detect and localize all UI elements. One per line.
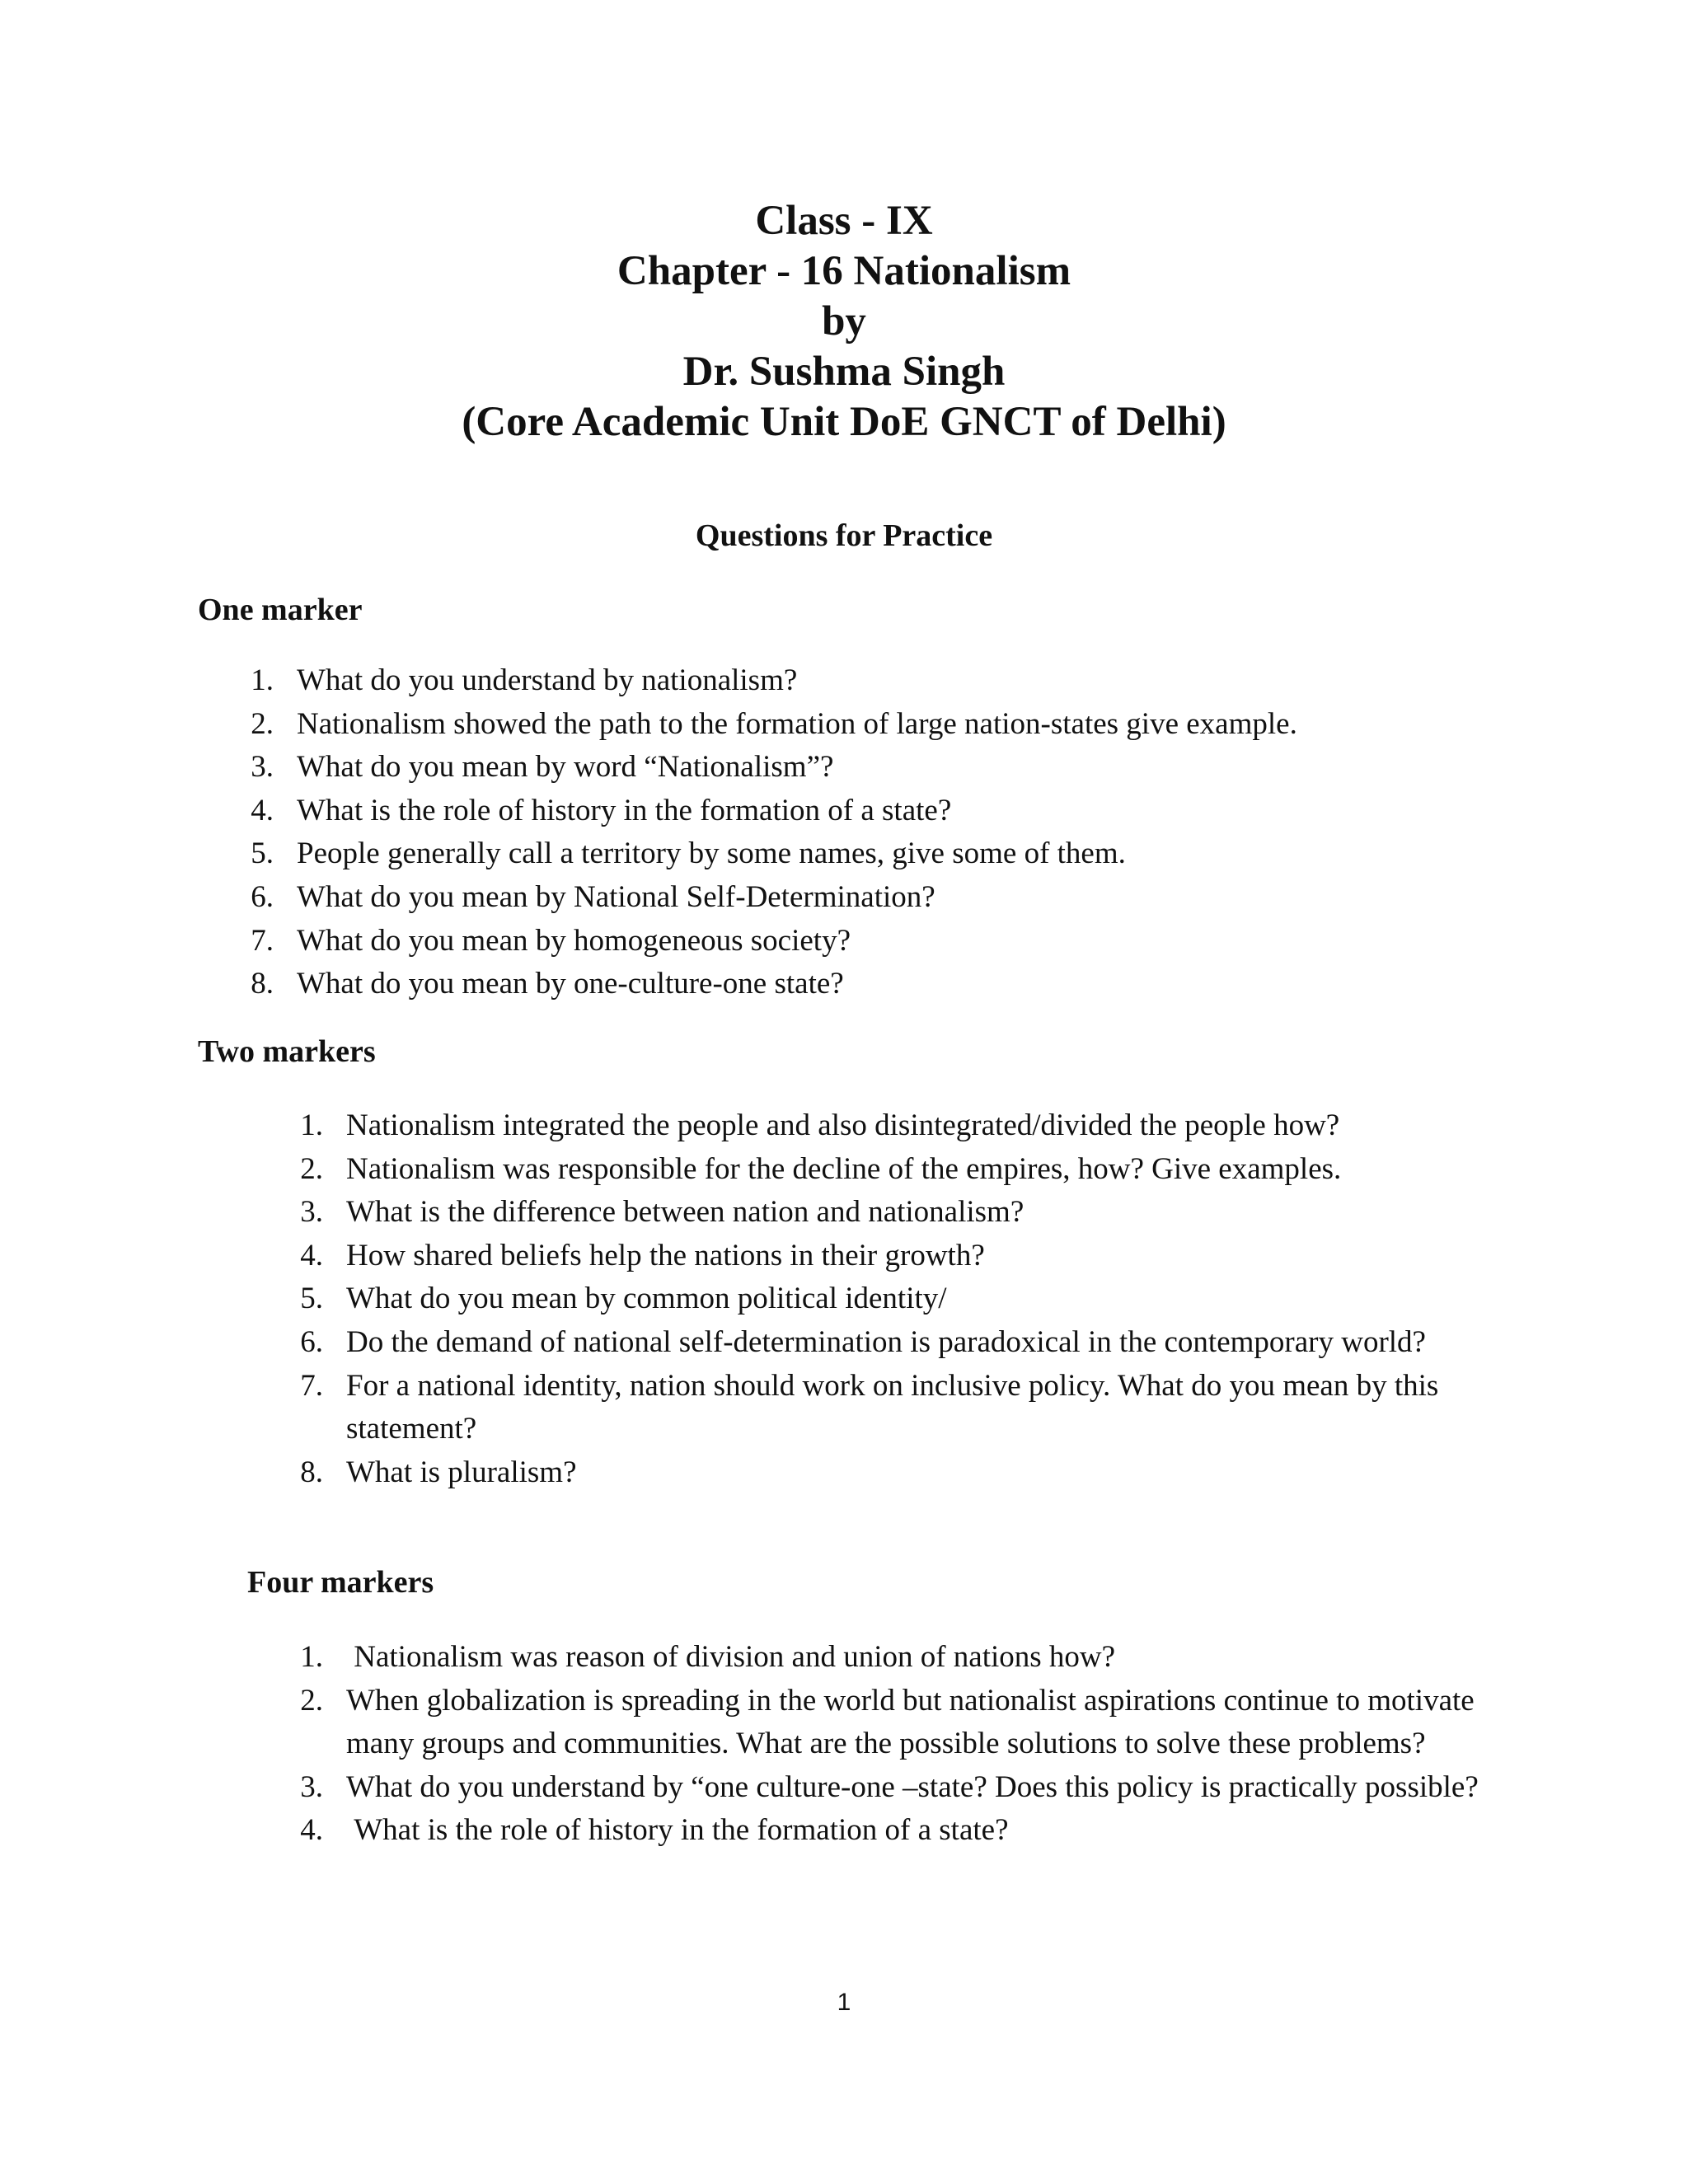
item-number: 4. <box>251 793 274 827</box>
list-item <box>239 920 1475 963</box>
item-number: 4. <box>300 1238 323 1272</box>
title-chapter: Chapter - 16 Nationalism <box>617 248 1071 294</box>
item-number: 5. <box>251 837 274 871</box>
title-class: Class - IX <box>755 198 933 244</box>
item-number: 2. <box>300 1151 323 1186</box>
page-number: 1 <box>837 1989 851 2016</box>
title-author: Dr. Sushma Singh <box>682 349 1006 395</box>
list-item <box>288 1766 1484 1810</box>
subtitle: Questions for Practice <box>695 518 993 553</box>
section-heading-four-markers: Four markers <box>247 1565 434 1600</box>
item-text: What do you mean by one-culture-one state? <box>297 967 844 1001</box>
question-list-two-markers <box>288 1104 1484 1494</box>
list-item <box>239 703 1475 747</box>
list-item <box>288 1809 1484 1853</box>
item-number: 1. <box>251 663 274 697</box>
item-text: What do you mean by National Self-Determination? <box>297 879 935 914</box>
item-number: 7. <box>251 923 274 958</box>
question-list-four-markers <box>288 1636 1484 1853</box>
list-item <box>288 1321 1484 1365</box>
list-item <box>288 1680 1484 1766</box>
list-item <box>288 1277 1484 1321</box>
list-item <box>288 1451 1484 1495</box>
list-item <box>288 1191 1484 1235</box>
item-number: 5. <box>300 1282 323 1316</box>
item-number: 3. <box>300 1195 323 1230</box>
item-number: 3. <box>300 1769 323 1804</box>
item-number: 6. <box>251 879 274 914</box>
list-item <box>288 1235 1484 1278</box>
item-text: What do you mean by common political identity/ <box>346 1282 947 1316</box>
item-number: 8. <box>251 967 274 1001</box>
list-item <box>288 1148 1484 1192</box>
item-number: 1. <box>300 1108 323 1142</box>
item-text: Nationalism was reason of division and union of nations how? <box>346 1640 1116 1674</box>
item-text: Nationalism was responsible for the decline of the empires, how? Give examples. <box>346 1151 1342 1186</box>
section-heading-one-marker: One marker <box>198 593 363 627</box>
item-text: What do you mean by homogeneous society? <box>297 923 851 958</box>
item-number: 8. <box>300 1455 323 1489</box>
document-title <box>0 196 1688 448</box>
item-text: What is pluralism? <box>346 1455 577 1489</box>
item-number: 6. <box>300 1324 323 1359</box>
item-number: 3. <box>251 750 274 785</box>
item-text: People generally call a territory by some names, give some of them. <box>297 837 1126 871</box>
item-text: For a national identity, nation should work on inclusive policy. What do you mean by this statement? <box>346 1368 1439 1446</box>
title-affiliation: (Core Academic Unit DoE GNCT of Delhi) <box>462 399 1226 445</box>
item-text: What do you understand by nationalism? <box>297 663 798 697</box>
item-text: What is the role of history in the formation of a state? <box>297 793 952 827</box>
item-number: 4. <box>300 1813 323 1848</box>
item-text: What do you mean by word “Nationalism”? <box>297 750 834 785</box>
list-item <box>288 1365 1484 1451</box>
item-number: 1. <box>300 1640 323 1674</box>
item-number: 2. <box>251 706 274 741</box>
list-item <box>239 790 1475 833</box>
item-text: Nationalism showed the path to the formation of large nation-states give example. <box>297 706 1297 741</box>
list-item <box>288 1104 1484 1148</box>
item-number: 2. <box>300 1683 323 1718</box>
list-item <box>239 832 1475 876</box>
item-text: Nationalism integrated the people and also disintegrated/divided the people how? <box>346 1108 1340 1142</box>
list-item <box>288 1636 1484 1680</box>
list-item <box>239 876 1475 920</box>
title-by: by <box>822 298 866 344</box>
list-item <box>239 963 1475 1006</box>
item-text: What is the role of history in the formation of a state? <box>346 1813 1009 1848</box>
item-text: When globalization is spreading in the world but nationalist aspirations continue to motivate many groups and communities. What are the possible solutions to solve these problems? <box>346 1683 1475 1761</box>
list-item <box>239 746 1475 790</box>
item-text: What do you understand by “one culture-one –state? Does this policy is practically possible? <box>346 1769 1479 1804</box>
item-number: 7. <box>300 1368 323 1403</box>
list-item <box>239 659 1475 703</box>
question-list-one-marker <box>239 659 1475 1006</box>
item-text: Do the demand of national self-determination is paradoxical in the contemporary world? <box>346 1324 1426 1359</box>
section-heading-two-markers: Two markers <box>198 1034 376 1069</box>
item-text: How shared beliefs help the nations in their growth? <box>346 1238 985 1272</box>
item-text: What is the difference between nation and nationalism? <box>346 1195 1025 1230</box>
